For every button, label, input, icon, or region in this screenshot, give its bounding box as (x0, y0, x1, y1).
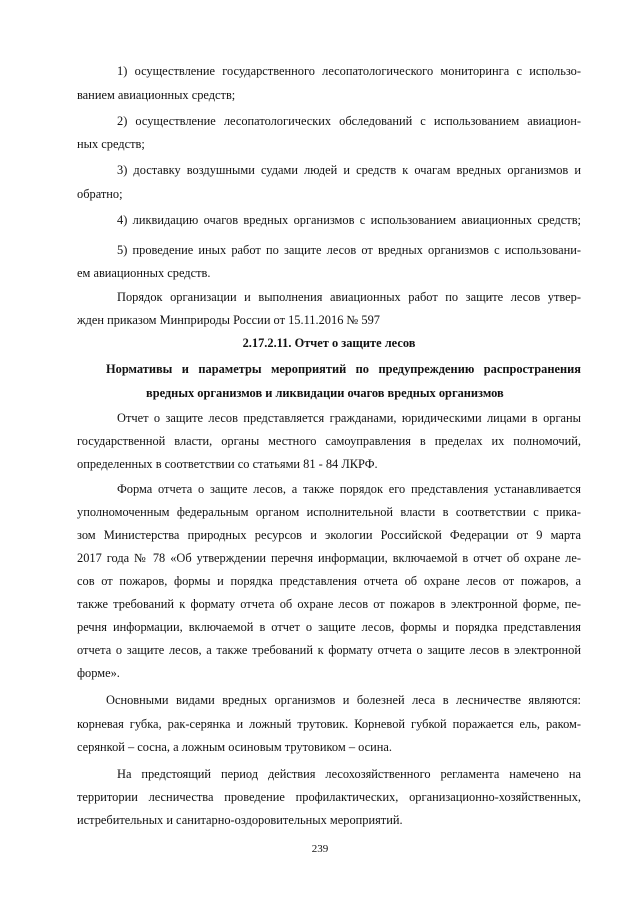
section-heading: 2.17.2.11. Отчет о защите лесов (242, 336, 416, 350)
text-line: сов от пожаров, формы и порядка представления отчета об охране лесов от пожаров, а (77, 574, 581, 588)
text-line: Форма отчета о защите лесов, а также порядок его представления устанавливается (117, 482, 581, 496)
text-line: обратно; (77, 187, 123, 201)
text-line: Отчет о защите лесов представляется гражданами, юридическими лицами в органы (117, 411, 581, 425)
subsection-heading: вредных организмов и ликвидации очагов вредных организмов (146, 386, 504, 400)
text-line: 2) осуществление лесопатологических обследований с использованием авиацион- (117, 114, 581, 128)
text-line: 2017 года № 78 «Об утверждении перечня информации, включаемой в отчет об охране ле- (77, 551, 581, 565)
text-line: речня информации, включаемой в отчет о защите лесов, формы и порядка представления (77, 620, 581, 634)
text-line: отчета о защите лесов, а также требований к формату отчета о защите лесов в электронной (77, 643, 581, 657)
text-line: ем авиационных средств. (77, 266, 211, 280)
text-line: Основными видами вредных организмов и болезней леса в лесничестве являются: (106, 693, 581, 707)
text-line: 1) осуществление государственного лесопатологического мониторинга с использо- (117, 64, 581, 78)
text-line: корневая губка, рак-серянка и ложный трутовик. Корневой губкой поражается ель, раком- (77, 717, 581, 731)
text-line: ных средств; (77, 137, 145, 151)
text-line: 4) ликвидацию очагов вредных организмов с использованием авиационных средств; (117, 213, 581, 227)
page-number: 239 (311, 843, 329, 855)
text-line: государственной власти, органы местного самоуправления в пределах их полномочий, (77, 434, 581, 448)
text-line: также требований к формату отчета об охране лесов от пожаров в электронной форме, пе- (77, 597, 581, 611)
text-line: На предстоящий период действия лесохозяйственного регламента намечено на (117, 767, 581, 781)
text-line: определенных в соответствии со статьями 81 - 84 ЛКРФ. (77, 457, 378, 471)
text-line: жден приказом Минприроды России от 15.11.2016 № 597 (77, 313, 380, 327)
text-line: территории лесничества проведение профилактических, организационно-хозяйственных, (77, 790, 581, 804)
text-line: 3) доставку воздушными судами людей и средств к очагам вредных организмов и (117, 163, 581, 177)
text-line: 5) проведение иных работ по защите лесов от вредных организмов с использовани- (117, 243, 581, 257)
text-line: зом Министерства природных ресурсов и экологии Российской Федерации от 9 марта (77, 528, 581, 542)
text-line: ванием авиационных средств; (77, 88, 236, 102)
text-line: форме». (77, 666, 120, 680)
text-line: серянкой – сосна, а ложным осиновым трутовиком – осина. (77, 740, 392, 754)
text-line: Порядок организации и выполнения авиационных работ по защите лесов утвер- (117, 290, 581, 304)
subsection-heading: Нормативы и параметры мероприятий по предупреждению распространения (106, 362, 581, 376)
text-line: уполномоченным федеральным органом исполнительной власти в соответствии с прика- (77, 505, 581, 519)
text-line: истребительных и санитарно-оздоровительных мероприятий. (77, 813, 403, 827)
